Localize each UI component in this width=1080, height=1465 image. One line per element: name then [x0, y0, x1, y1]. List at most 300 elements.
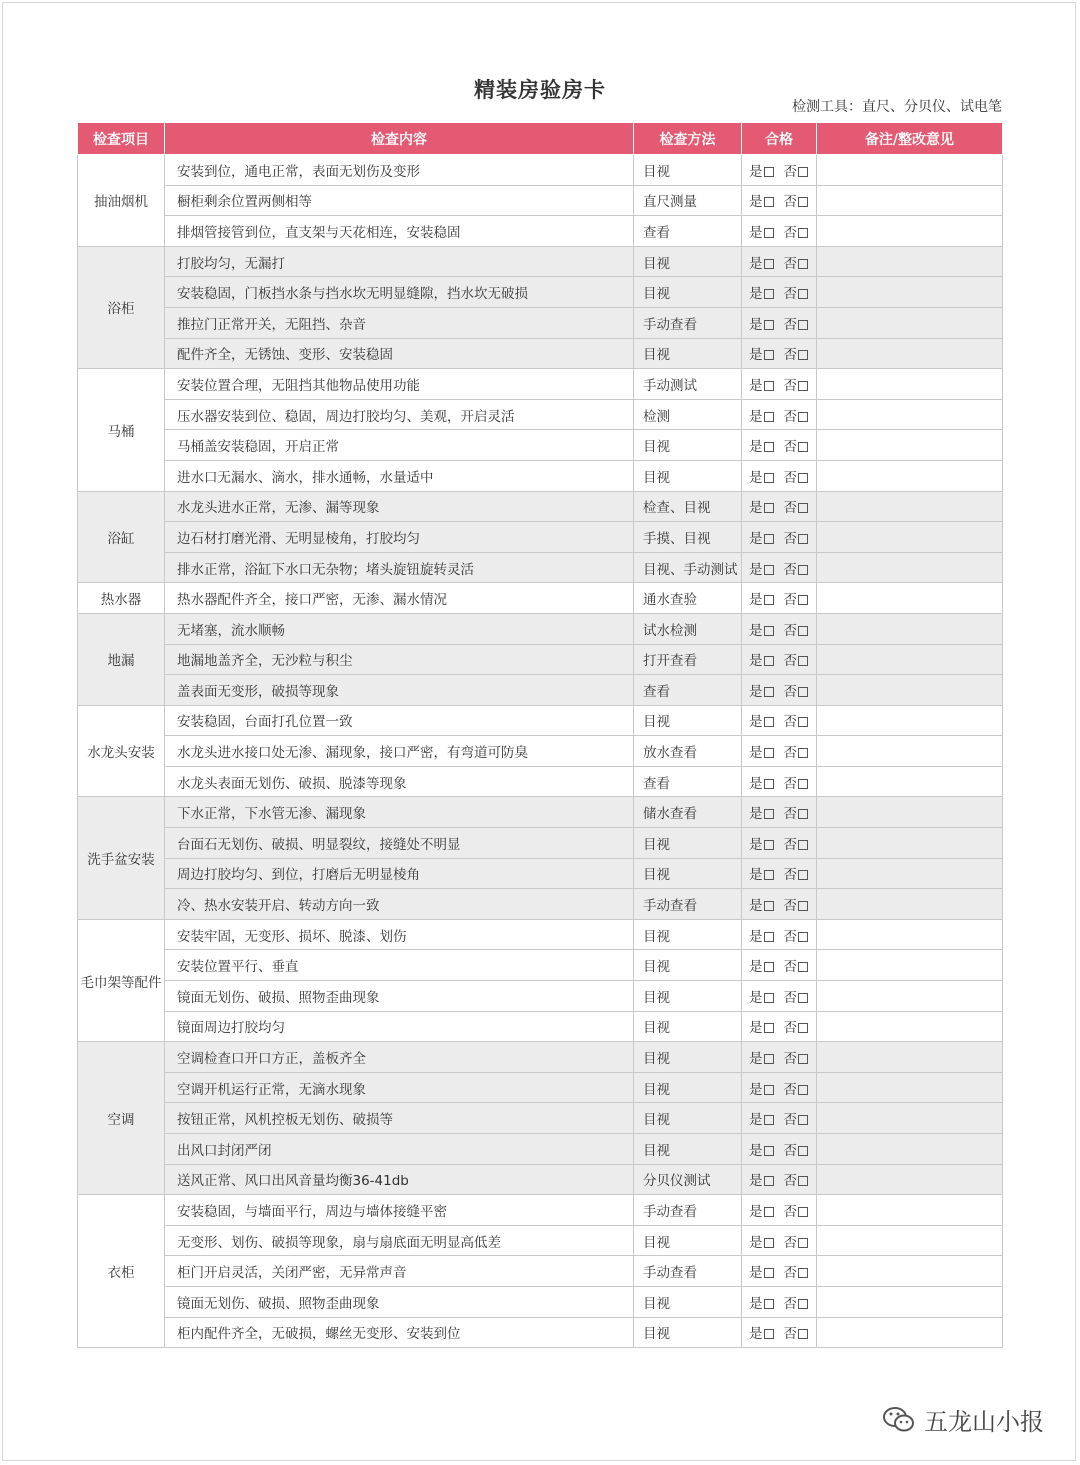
no-label: 否 [783, 714, 797, 731]
content-cell: 台面石无划伤、破损、明显裂纹，接缝处不明显 [165, 828, 634, 859]
no-label: 否 [783, 561, 797, 578]
no-label: 否 [783, 163, 797, 180]
yes-checkbox[interactable] [764, 932, 774, 942]
method-cell: 目视 [634, 1011, 742, 1042]
pass-cell [742, 889, 817, 920]
no-checkbox[interactable] [798, 289, 808, 299]
method-cell: 查看 [634, 675, 742, 706]
pass-cell [742, 981, 817, 1012]
yes-checkbox[interactable] [764, 779, 774, 789]
content-cell: 出风口封闭严闭 [165, 1134, 634, 1165]
method-cell: 目视 [634, 950, 742, 981]
content-cell: 盖表面无变形，破损等现象 [165, 675, 634, 706]
no-label: 否 [783, 1112, 797, 1129]
yes-checkbox[interactable] [764, 1238, 774, 1248]
note-cell[interactable] [817, 1103, 1003, 1134]
table-row [78, 583, 1003, 614]
yes-checkbox[interactable] [764, 1329, 774, 1339]
table-row [78, 1072, 1003, 1103]
yes-label: 是 [749, 775, 763, 792]
yes-label: 是 [749, 1234, 763, 1251]
no-label: 否 [783, 683, 797, 700]
yes-checkbox[interactable] [764, 1023, 774, 1033]
method-cell: 直尺测量 [634, 185, 742, 216]
yes-label: 是 [749, 1295, 763, 1312]
pass-cell [742, 338, 817, 369]
note-cell[interactable] [817, 1072, 1003, 1103]
table-header-row [78, 123, 1003, 155]
pass-cell [742, 277, 817, 308]
yes-checkbox[interactable] [764, 289, 774, 299]
method-cell: 目视 [634, 1072, 742, 1103]
yes-checkbox[interactable] [764, 442, 774, 452]
yes-label: 是 [749, 1326, 763, 1343]
pass-cell [742, 1225, 817, 1256]
content-cell: 排水正常，浴缸下水口无杂物；堵头旋钮旋转灵活 [165, 552, 634, 583]
no-label: 否 [783, 1020, 797, 1037]
yes-checkbox[interactable] [764, 1207, 774, 1217]
no-label: 否 [783, 347, 797, 364]
table-row [78, 491, 1003, 522]
no-checkbox[interactable] [798, 1176, 808, 1186]
method-cell: 查看 [634, 766, 742, 797]
no-checkbox[interactable] [798, 1115, 808, 1125]
pass-cell [742, 705, 817, 736]
content-cell: 下水正常，下水管无渗、漏现象 [165, 797, 634, 828]
note-cell[interactable] [817, 1225, 1003, 1256]
no-checkbox[interactable] [798, 1299, 808, 1309]
table-row [78, 307, 1003, 338]
note-cell[interactable] [817, 981, 1003, 1012]
note-cell[interactable] [817, 766, 1003, 797]
no-label: 否 [783, 745, 797, 762]
note-cell[interactable] [817, 216, 1003, 247]
method-cell: 检测 [634, 399, 742, 430]
yes-label: 是 [749, 377, 763, 394]
yes-checkbox[interactable] [764, 962, 774, 972]
pass-cell [742, 155, 817, 186]
no-label: 否 [783, 1051, 797, 1068]
watermark-text: 五龙山小报 [924, 1408, 1044, 1436]
note-cell[interactable] [817, 797, 1003, 828]
note-cell[interactable] [817, 155, 1003, 186]
pass-cell [742, 1042, 817, 1073]
no-checkbox[interactable] [798, 687, 808, 697]
no-label: 否 [783, 806, 797, 823]
yes-checkbox[interactable] [764, 167, 774, 177]
yes-checkbox[interactable] [764, 626, 774, 636]
pass-cell [742, 185, 817, 216]
no-checkbox[interactable] [798, 870, 808, 880]
note-cell[interactable] [817, 644, 1003, 675]
table-row [78, 460, 1003, 491]
no-checkbox[interactable] [798, 167, 808, 177]
yes-checkbox[interactable] [764, 901, 774, 911]
pass-cell [742, 797, 817, 828]
method-cell: 目视 [634, 1317, 742, 1348]
method-cell: 目视 [634, 1225, 742, 1256]
yes-checkbox[interactable] [764, 534, 774, 544]
table-row [78, 766, 1003, 797]
yes-label: 是 [749, 928, 763, 945]
yes-label: 是 [749, 959, 763, 976]
yes-label: 是 [749, 255, 763, 272]
category-cell: 空调 [78, 1042, 165, 1195]
yes-label: 是 [749, 714, 763, 731]
content-cell: 橱柜剩余位置两侧相等 [165, 185, 634, 216]
content-cell: 水龙头进水正常，无渗、漏等现象 [165, 491, 634, 522]
content-cell: 水龙头表面无划伤、破损、脱漆等现象 [165, 766, 634, 797]
category-cell: 洗手盆安装 [78, 797, 165, 919]
yes-checkbox[interactable] [764, 840, 774, 850]
pass-cell [742, 766, 817, 797]
yes-checkbox[interactable] [764, 1085, 774, 1095]
no-label: 否 [783, 1142, 797, 1159]
method-cell: 储水查看 [634, 797, 742, 828]
note-cell[interactable] [817, 185, 1003, 216]
yes-label: 是 [749, 194, 763, 211]
method-cell: 检查、目视 [634, 491, 742, 522]
pass-cell [742, 950, 817, 981]
pass-cell [742, 1103, 817, 1134]
yes-checkbox[interactable] [764, 687, 774, 697]
no-checkbox[interactable] [798, 412, 808, 422]
category-cell: 地漏 [78, 613, 165, 705]
table-row [78, 919, 1003, 950]
content-cell: 安装位置合理，无阻挡其他物品使用功能 [165, 369, 634, 400]
note-cell[interactable] [817, 1256, 1003, 1287]
yes-label: 是 [749, 898, 763, 915]
method-cell: 手动查看 [634, 1256, 742, 1287]
pass-cell [742, 552, 817, 583]
yes-checkbox[interactable] [764, 717, 774, 727]
table-row [78, 216, 1003, 247]
note-cell[interactable] [817, 613, 1003, 644]
no-label: 否 [783, 408, 797, 425]
yes-label: 是 [749, 1020, 763, 1037]
table-row [78, 522, 1003, 553]
no-label: 否 [783, 286, 797, 303]
yes-checkbox[interactable] [764, 993, 774, 1003]
pass-cell [742, 858, 817, 889]
header-content: 检查内容 [165, 123, 634, 155]
table-row [78, 1195, 1003, 1226]
note-cell[interactable] [817, 919, 1003, 950]
table-row [78, 889, 1003, 920]
no-checkbox[interactable] [798, 779, 808, 789]
no-checkbox[interactable] [798, 962, 808, 972]
yes-checkbox[interactable] [764, 870, 774, 880]
header-category: 检查项目 [78, 123, 165, 155]
method-cell: 放水查看 [634, 736, 742, 767]
content-cell: 推拉门正常开关，无阻挡、杂音 [165, 307, 634, 338]
note-cell[interactable] [817, 430, 1003, 461]
pass-cell [742, 430, 817, 461]
note-cell[interactable] [817, 1317, 1003, 1348]
no-checkbox[interactable] [798, 320, 808, 330]
method-cell: 手动查看 [634, 1195, 742, 1226]
no-checkbox[interactable] [798, 1207, 808, 1217]
no-label: 否 [783, 1265, 797, 1282]
note-cell[interactable] [817, 1042, 1003, 1073]
method-cell: 目视 [634, 1103, 742, 1134]
note-cell[interactable] [817, 552, 1003, 583]
pass-cell [742, 828, 817, 859]
no-label: 否 [783, 1081, 797, 1098]
table-row [78, 430, 1003, 461]
note-cell[interactable] [817, 277, 1003, 308]
table-row [78, 1103, 1003, 1134]
table-row [78, 675, 1003, 706]
no-checkbox[interactable] [798, 1054, 808, 1064]
pass-cell [742, 460, 817, 491]
yes-label: 是 [749, 439, 763, 456]
table-row [78, 369, 1003, 400]
yes-checkbox[interactable] [764, 809, 774, 819]
note-cell[interactable] [817, 338, 1003, 369]
no-checkbox[interactable] [798, 626, 808, 636]
inspection-table [77, 122, 1003, 1348]
no-checkbox[interactable] [798, 1268, 808, 1278]
no-checkbox[interactable] [798, 534, 808, 544]
yes-label: 是 [749, 1142, 763, 1159]
yes-label: 是 [749, 989, 763, 1006]
no-label: 否 [783, 439, 797, 456]
tools-note: 检测工具：直尺、分贝仪、试电笔 [792, 99, 1002, 115]
table-row [78, 736, 1003, 767]
table-row [78, 1225, 1003, 1256]
yes-checkbox[interactable] [764, 1054, 774, 1064]
no-checkbox[interactable] [798, 350, 808, 360]
no-checkbox[interactable] [798, 840, 808, 850]
yes-checkbox[interactable] [764, 656, 774, 666]
no-checkbox[interactable] [798, 901, 808, 911]
yes-checkbox[interactable] [764, 1176, 774, 1186]
method-cell: 目视 [634, 277, 742, 308]
note-cell[interactable] [817, 889, 1003, 920]
no-label: 否 [783, 469, 797, 486]
table-row [78, 981, 1003, 1012]
method-cell: 目视 [634, 705, 742, 736]
content-cell: 排烟管接管到位，直支架与天花相连，安装稳固 [165, 216, 634, 247]
content-cell: 冷、热水安装开启、转动方向一致 [165, 889, 634, 920]
table-row [78, 828, 1003, 859]
method-cell: 目视、手动测试 [634, 552, 742, 583]
note-cell[interactable] [817, 460, 1003, 491]
pass-cell [742, 522, 817, 553]
note-cell[interactable] [817, 1011, 1003, 1042]
no-checkbox[interactable] [798, 228, 808, 238]
no-label: 否 [783, 898, 797, 915]
yes-label: 是 [749, 530, 763, 547]
no-checkbox[interactable] [798, 442, 808, 452]
note-cell[interactable] [817, 705, 1003, 736]
pass-cell [742, 1011, 817, 1042]
yes-checkbox[interactable] [764, 473, 774, 483]
no-checkbox[interactable] [798, 748, 808, 758]
no-label: 否 [783, 989, 797, 1006]
content-cell: 地漏地盖齐全，无沙粒与积尘 [165, 644, 634, 675]
pass-cell [742, 307, 817, 338]
no-checkbox[interactable] [798, 656, 808, 666]
no-checkbox[interactable] [798, 1023, 808, 1033]
no-checkbox[interactable] [798, 197, 808, 207]
header-method: 检查方法 [634, 123, 742, 155]
table-row [78, 1317, 1003, 1348]
pass-cell [742, 583, 817, 614]
no-checkbox[interactable] [798, 595, 808, 605]
no-checkbox[interactable] [798, 993, 808, 1003]
yes-checkbox[interactable] [764, 350, 774, 360]
yes-checkbox[interactable] [764, 1115, 774, 1125]
note-cell[interactable] [817, 950, 1003, 981]
yes-checkbox[interactable] [764, 503, 774, 513]
yes-label: 是 [749, 806, 763, 823]
method-cell: 试水检测 [634, 613, 742, 644]
table-row [78, 338, 1003, 369]
pass-cell [742, 1195, 817, 1226]
yes-checkbox[interactable] [764, 197, 774, 207]
yes-checkbox[interactable] [764, 595, 774, 605]
pass-cell [742, 1134, 817, 1165]
note-cell[interactable] [817, 675, 1003, 706]
yes-label: 是 [749, 408, 763, 425]
pass-cell [742, 1256, 817, 1287]
header-pass: 合格 [742, 123, 817, 155]
no-label: 否 [783, 622, 797, 639]
table-row [78, 155, 1003, 186]
wechat-icon [882, 1405, 916, 1435]
note-cell[interactable] [817, 522, 1003, 553]
category-cell: 水龙头安装 [78, 705, 165, 797]
no-checkbox[interactable] [798, 1146, 808, 1156]
content-cell: 进水口无漏水、滴水，排水通畅，水量适中 [165, 460, 634, 491]
yes-checkbox[interactable] [764, 320, 774, 330]
no-label: 否 [783, 836, 797, 853]
no-checkbox[interactable] [798, 717, 808, 727]
no-label: 否 [783, 224, 797, 241]
content-cell: 压水器安装到位、稳固，周边打胶均匀、美观，开启灵活 [165, 399, 634, 430]
content-cell: 镜面无划伤、破损、照物歪曲现象 [165, 1286, 634, 1317]
content-cell: 安装稳固，与墙面平行，周边与墙体接缝平密 [165, 1195, 634, 1226]
no-checkbox[interactable] [798, 259, 808, 269]
no-label: 否 [783, 867, 797, 884]
note-cell[interactable] [817, 583, 1003, 614]
note-cell[interactable] [817, 1195, 1003, 1226]
yes-checkbox[interactable] [764, 1299, 774, 1309]
note-cell[interactable] [817, 399, 1003, 430]
content-cell: 柜内配件齐全，无破损，螺丝无变形、安装到位 [165, 1317, 634, 1348]
method-cell: 查看 [634, 216, 742, 247]
no-label: 否 [783, 255, 797, 272]
note-cell[interactable] [817, 1164, 1003, 1195]
note-cell[interactable] [817, 858, 1003, 889]
yes-checkbox[interactable] [764, 412, 774, 422]
no-checkbox[interactable] [798, 1329, 808, 1339]
note-cell[interactable] [817, 307, 1003, 338]
method-cell: 手动查看 [634, 307, 742, 338]
method-cell: 目视 [634, 338, 742, 369]
note-cell[interactable] [817, 369, 1003, 400]
yes-checkbox[interactable] [764, 748, 774, 758]
note-cell[interactable] [817, 246, 1003, 277]
yes-checkbox[interactable] [764, 1268, 774, 1278]
no-checkbox[interactable] [798, 503, 808, 513]
no-checkbox[interactable] [798, 1085, 808, 1095]
yes-checkbox[interactable] [764, 381, 774, 391]
category-cell: 马桶 [78, 369, 165, 491]
note-cell[interactable] [817, 491, 1003, 522]
table-row [78, 246, 1003, 277]
method-cell: 手摸、目视 [634, 522, 742, 553]
no-label: 否 [783, 1295, 797, 1312]
no-label: 否 [783, 959, 797, 976]
yes-label: 是 [749, 745, 763, 762]
method-cell: 目视 [634, 828, 742, 859]
content-cell: 镜面无划伤、破损、照物歪曲现象 [165, 981, 634, 1012]
content-cell: 马桶盖安装稳固，开启正常 [165, 430, 634, 461]
yes-label: 是 [749, 286, 763, 303]
note-cell[interactable] [817, 736, 1003, 767]
no-checkbox[interactable] [798, 932, 808, 942]
content-cell: 无堵塞，流水顺畅 [165, 613, 634, 644]
no-checkbox[interactable] [798, 565, 808, 575]
method-cell: 通水查验 [634, 583, 742, 614]
no-label: 否 [783, 377, 797, 394]
no-label: 否 [783, 316, 797, 333]
method-cell: 目视 [634, 246, 742, 277]
yes-label: 是 [749, 469, 763, 486]
yes-label: 是 [749, 500, 763, 517]
yes-checkbox[interactable] [764, 1146, 774, 1156]
no-label: 否 [783, 653, 797, 670]
note-cell[interactable] [817, 1286, 1003, 1317]
content-cell: 安装到位，通电正常，表面无划伤及变形 [165, 155, 634, 186]
note-cell[interactable] [817, 1134, 1003, 1165]
content-cell: 安装稳固，台面打孔位置一致 [165, 705, 634, 736]
method-cell: 目视 [634, 858, 742, 889]
pass-cell [742, 675, 817, 706]
pass-cell [742, 644, 817, 675]
method-cell: 目视 [634, 155, 742, 186]
method-cell: 目视 [634, 460, 742, 491]
no-checkbox[interactable] [798, 473, 808, 483]
table-row [78, 950, 1003, 981]
table-row [78, 1134, 1003, 1165]
pass-cell [742, 369, 817, 400]
content-cell: 镜面周边打胶均匀 [165, 1011, 634, 1042]
pass-cell [742, 246, 817, 277]
note-cell[interactable] [817, 828, 1003, 859]
table-row [78, 277, 1003, 308]
header-note: 备注/整改意见 [817, 123, 1003, 155]
yes-checkbox[interactable] [764, 259, 774, 269]
content-cell: 送风正常、风口出风音量均衡36-41db [165, 1164, 634, 1195]
no-checkbox[interactable] [798, 1238, 808, 1248]
no-checkbox[interactable] [798, 809, 808, 819]
table-row [78, 705, 1003, 736]
no-label: 否 [783, 775, 797, 792]
yes-label: 是 [749, 1203, 763, 1220]
no-checkbox[interactable] [798, 381, 808, 391]
pass-cell [742, 1164, 817, 1195]
yes-checkbox[interactable] [764, 228, 774, 238]
yes-checkbox[interactable] [764, 565, 774, 575]
no-label: 否 [783, 592, 797, 609]
table-row [78, 613, 1003, 644]
content-cell: 水龙头进水接口处无渗、漏现象，接口严密，有弯道可防臭 [165, 736, 634, 767]
method-cell: 目视 [634, 430, 742, 461]
